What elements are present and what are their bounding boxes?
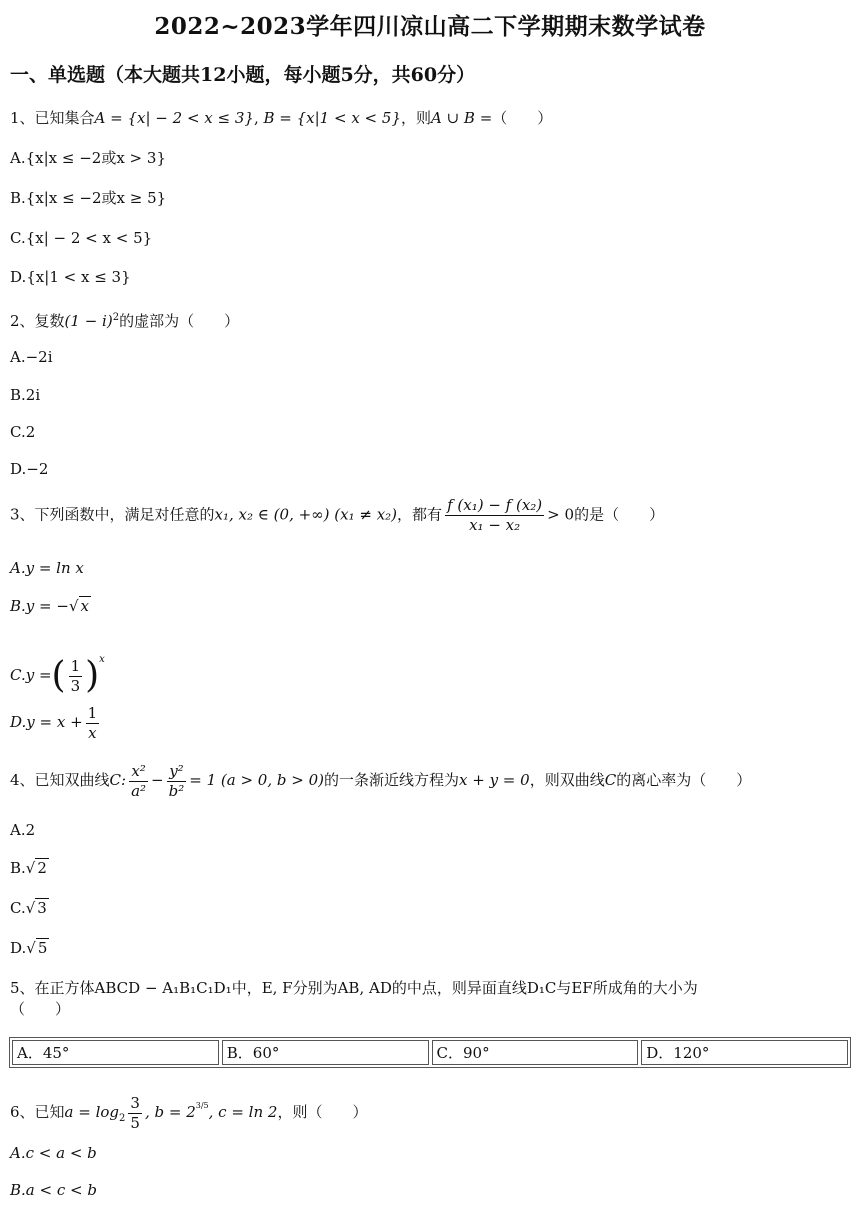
- q3-optc-num: 1: [70, 656, 81, 675]
- q3-option-c: [10, 640, 105, 696]
- question-6: [10, 1086, 367, 1139]
- q4-prefix: 4、已知双曲线: [10, 771, 110, 789]
- q4-asym: x + y = 0: [459, 771, 530, 789]
- q4-fraction-1: [129, 762, 148, 801]
- q4-den1: a²: [131, 781, 147, 800]
- q1-set-b: B = {x|1 < x < 5}: [263, 109, 401, 127]
- q1-mid: ，则: [400, 109, 431, 127]
- q4-num1: x²: [129, 762, 148, 782]
- sqrt-symbol: √ 5: [26, 939, 48, 957]
- q5-option-d: D．120°: [641, 1040, 848, 1065]
- q3-optb-radicand: x: [80, 597, 89, 615]
- q3-cond: > 0: [547, 505, 575, 524]
- q6-c-part: , c = ln 2: [208, 1103, 278, 1121]
- q4-rest: = 1 (a > 0, b > 0): [189, 771, 324, 789]
- q4-suffix: 的离心率为（ ）: [616, 771, 752, 789]
- q6-a-den: 5: [130, 1113, 140, 1132]
- q4-option-b: [10, 858, 49, 878]
- question-2: [10, 308, 239, 331]
- q3-optd-fraction: [86, 704, 100, 743]
- page-title: 2022~2023学年四川凉山高二下学期期末数学试卷: [154, 13, 706, 40]
- q3-optd-den: x: [88, 723, 97, 742]
- q4-c2: C: [604, 771, 617, 789]
- q6-b-exp: 3/5: [195, 1101, 209, 1110]
- q3-optd-pre: D.y = x +: [10, 713, 83, 731]
- left-paren: (: [51, 655, 66, 696]
- q2-option-c: C.2: [10, 423, 36, 441]
- q6-option-a: A.c < a < b: [10, 1144, 97, 1162]
- q4-minus: −: [151, 771, 164, 789]
- q2-exp: 2: [112, 312, 120, 323]
- q3-prefix: 3、下列函数中，满足对任意的: [10, 505, 215, 524]
- q6-a-pre: a = log: [64, 1103, 120, 1121]
- q4-den2: b²: [168, 781, 185, 800]
- q3-mid: ，都有: [397, 505, 443, 524]
- q6-a-fraction: [128, 1094, 142, 1133]
- q3-optd-num: 1: [87, 703, 98, 722]
- q5-option-c: C．90°: [432, 1040, 639, 1065]
- q3-optc-exp: x: [99, 654, 105, 665]
- question-5: 5、在正方体ABCD − A₁B₁C₁D₁中，E, F分别为AB, AD的中点，则异面直线D₁C与EF所成角的大小为: [10, 979, 698, 997]
- q2-suffix: 的虚部为（ ）: [119, 312, 240, 330]
- right-paren: ): [85, 655, 100, 696]
- q3-vars: x₁, x₂ ∈ (0, +∞) (x₁ ≠ x₂): [214, 505, 398, 524]
- q2-expr: (1 − i): [64, 312, 113, 330]
- q4-mid: 的一条渐近线方程为: [323, 771, 459, 789]
- q1-set-a: A = {x| − 2 < x ≤ 3}: [94, 109, 254, 127]
- q5-option-a: A．45°: [12, 1040, 219, 1065]
- q3-optc-pre: C.y =: [10, 666, 52, 684]
- q4-c: C:: [109, 771, 127, 789]
- q2-option-d: D.−2: [10, 460, 49, 478]
- q2-option-b: B.2i: [10, 386, 41, 404]
- q4-num2: y²: [167, 762, 187, 782]
- q3-frac-num: f (x₁) − f (x₂): [447, 496, 543, 514]
- q3-optc-fraction: [69, 657, 83, 696]
- q1-prefix: 1、已知集合: [10, 109, 95, 127]
- q3-option-a: A.y = ln x: [10, 559, 84, 577]
- q6-a-base: 2: [119, 1113, 126, 1124]
- q4-optd-pre: D.: [10, 939, 27, 957]
- q1-union: A ∪ B =: [431, 109, 493, 127]
- question-1: 1、已知集合A = {x| − 2 < x ≤ 3}, B = {x|1 < x < 5}，则A ∪ B =（ ）: [10, 109, 553, 127]
- q6-b-pre: , b = 2: [144, 1103, 196, 1121]
- q1-blank: （ ）: [492, 109, 553, 127]
- q1-option-c: C.{x| − 2 < x < 5}: [10, 229, 153, 247]
- q1-option-d: D.{x|1 < x ≤ 3}: [10, 268, 131, 286]
- q4-option-a: A.2: [10, 821, 36, 839]
- q5-option-b: B．60°: [222, 1040, 429, 1065]
- sqrt-symbol: √ 3: [25, 899, 47, 917]
- q4-optb-radicand: 2: [37, 859, 47, 877]
- sqrt-symbol: √ 2: [25, 859, 47, 877]
- question-3: [10, 496, 664, 535]
- q1-option-b: B.{x|x ≤ −2或x ≥ 5}: [10, 189, 167, 207]
- sqrt-symbol: √ x: [68, 597, 89, 615]
- q2-option-a: A.−2i: [10, 348, 53, 366]
- q3-optc-den: 3: [70, 676, 81, 695]
- q4-optd-radicand: 5: [37, 939, 48, 957]
- q6-a-num: 3: [130, 1093, 140, 1112]
- section-heading: 一、单选题（本大题共12小题，每小题5分，共60分）: [10, 64, 476, 86]
- q4-optc-pre: C.: [10, 899, 26, 917]
- q4-optb-pre: B.: [10, 859, 26, 877]
- q4-option-d: [10, 938, 49, 958]
- q1-option-a: A.{x|x ≤ −2或x > 3}: [10, 149, 166, 167]
- q4-option-c: [10, 898, 49, 918]
- q6-prefix: 6、已知: [10, 1103, 65, 1121]
- q4-optc-radicand: 3: [37, 899, 47, 917]
- q4-fraction-2: [167, 762, 187, 801]
- question-4: [10, 760, 751, 801]
- q3-suffix: 的是（ ）: [574, 505, 665, 524]
- q3-option-d: [10, 702, 102, 743]
- q3-frac-den: x₁ − x₂: [469, 516, 521, 534]
- q5-options-table: [9, 1037, 851, 1068]
- q6-option-b: B.a < c < b: [10, 1181, 97, 1199]
- q4-mid2: ，则双曲线: [529, 771, 605, 789]
- q3-option-b: [10, 596, 91, 616]
- q3-optb-pre: B.y = −: [10, 597, 69, 615]
- q6-suffix: ，则（ ）: [277, 1103, 368, 1121]
- q2-prefix: 2、复数: [10, 312, 65, 330]
- question-5-blank: （ ）: [10, 1000, 71, 1018]
- q3-fraction: [445, 496, 544, 535]
